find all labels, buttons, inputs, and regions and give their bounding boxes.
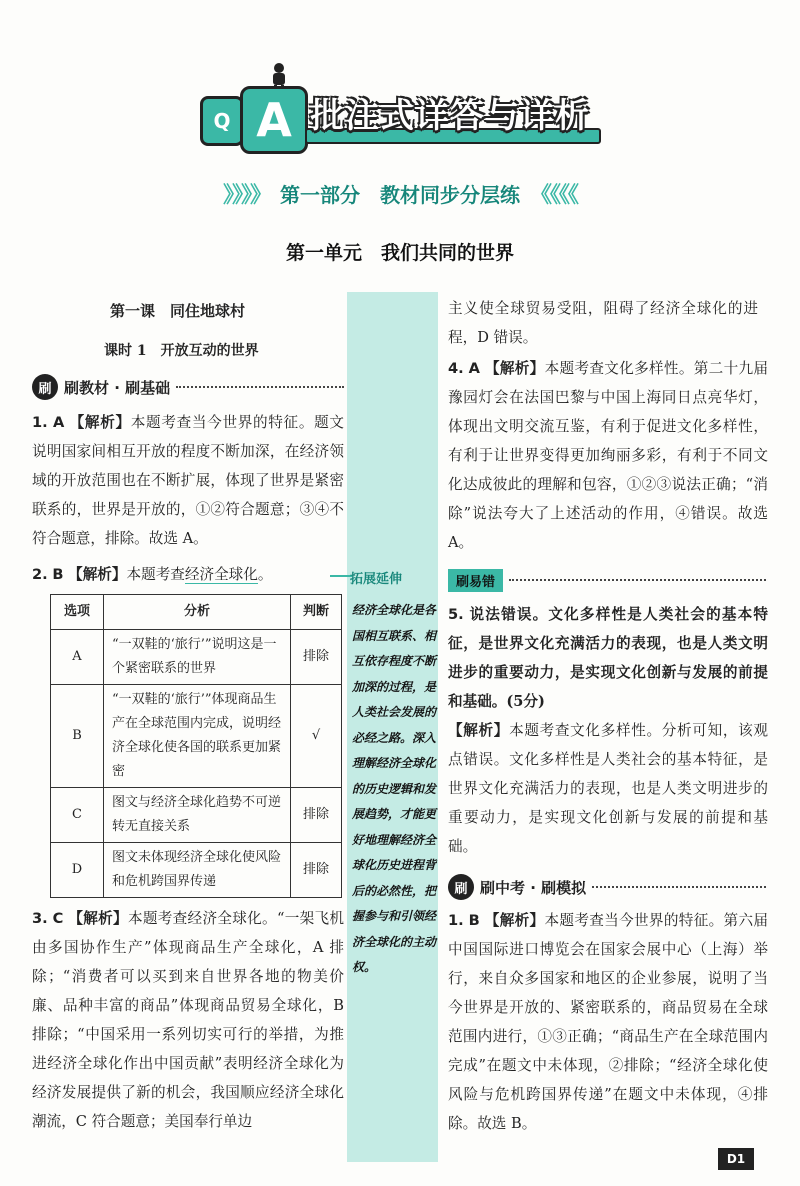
analysis-tag: 【解析】 [484,912,545,929]
logo-q-badge: Q [200,96,244,146]
question-number: 1. [448,912,464,929]
analysis-tag: 【解析】 [448,722,510,739]
period-title: 课时 1 开放互动的世界 [104,343,259,359]
extension-text: 经济全球化是各国相互联系、相互依存程度不断加深的过程，是人类社会发展的必经之路。深入理解经济全球化的历史逻辑和发展趋势，才能更好地理解经济全球化历史进程背后的必然性，把握参与和引领经济全球化的主动权。 [352,603,437,974]
row-judgment: 排除 [291,788,342,843]
part-banner [200,178,600,208]
part-title: 第一部分 教材同步分层练 [280,182,520,207]
section-label: 刷中考 · 刷模拟 [480,878,587,897]
answer-letter: A [53,414,65,431]
header-judgment: 判断 [291,595,342,630]
table-row [51,788,342,843]
answer-letter: A [468,360,480,377]
header-analysis: 分析 [104,595,291,630]
analysis-text: 本题考查当今世界的特征。第六届中国国际进口博览会在国家会展中心（上海）举行，来自众多国家和地区的企业参展，说明了当今世界是开放的、紧密联系的，商品贸易在全球范围内进行，①③正确；“商品生产在全球范围内完成”在题文中未体现，②排除；“经济全球化使风险与危机跨国界传递”在题文中未体现，④排除。故选 B。 [448,912,768,1132]
table-row [51,843,342,898]
underlined-keyword: 经济全球化 [184,566,258,583]
analysis-text: 本题考查当今世界的特征。题文说明国家间相互开放的程度不断加深，在经济领域的开放范围也在不断扩展，体现了世界是紧密联系的，世界是开放的，①②符合题意；③④不符合题意，排除。故选 A。 [32,414,344,547]
analysis-text: 本题考查经济全球化。“一架飞机由多国协作生产”体现商品生产全球化，A 排除；“消费者可以买到来自世界各地的物美价廉、品种丰富的商品”体现商品贸易全球化，B 排除；“中国采用一系列切实可行的举措，为推进经济全球化作出中国贡献”表明经济全球化为经济发展提供了新的机会，我国顺应经济全球化潮流，C 符合题意；美国奉行单边 [32,910,344,1130]
dotted-divider [592,886,766,888]
dotted-divider [176,386,344,388]
chevrons-right-icon: 《《《《 [530,182,578,208]
question-3-continued: 主义使全球贸易受阻，阻碍了经济全球化的进程，D 错误。 [448,300,758,346]
exam-question-1 [448,906,768,1138]
unit-title: 第一单元 我们共同的世界 [285,242,514,264]
question-number: 4. [448,360,464,377]
extension-pointer-line [330,575,352,577]
table-row [51,685,342,788]
header-title: 批注式详答与详析 [310,96,590,136]
analysis-text: 本题考查文化多样性。分析可知，该观点错误。文化多样性是人类社会的基本特征，是世界文化充满活力的表现，也是人类文明进步的重要动力，是实现文化创新与发展的前提和基础。 [448,722,768,855]
answer-letter: B [468,912,480,929]
row-analysis: 图文未体现经济全球化使风险和危机跨国界传递 [104,843,291,898]
analysis-text-end: 。 [257,566,273,583]
dotted-divider [509,579,766,581]
row-analysis: “一双鞋的‘旅行’”体现商品生产在全球范围内完成，说明经济全球化使各国的联系更加紧密 [104,685,291,788]
row-option: A [51,630,104,685]
analysis-text: 本题考查 [126,566,185,583]
question-1 [32,408,344,553]
brush-icon: 刷 [448,874,474,900]
section-heading-exam [448,874,766,900]
row-judgment: 排除 [291,843,342,898]
table-header-row [51,595,342,630]
row-option: B [51,685,104,788]
answer-letter: B [52,566,64,583]
analysis-tag: 【解析】 [68,566,127,583]
analysis-tag: 【解析】 [69,414,131,431]
question-number: 3. [32,910,48,927]
chevrons-left-icon: 》》》》 [222,182,270,208]
page-number: D1 [718,1148,754,1170]
row-option: C [51,788,104,843]
answer-letter: C [52,910,64,927]
analysis-text: 本题考查文化多样性。第二十九届豫园灯会在法国巴黎与中国上海同日点亮华灯，体现出文明交流互鉴，有利于促进文化多样性，有利于让世界变得更加绚丽多彩，有利于不同文化达成彼此的理解和包容，①②③说法正确；“消除”说法夸大了上述活动的作用，④错误。故选 A。 [448,360,769,551]
question-2 [32,560,344,589]
logo-a-badge: A [240,86,308,154]
section-heading-basics [32,374,344,400]
row-judgment: 排除 [291,630,342,685]
analysis-tag: 【解析】 [68,910,128,927]
brush-icon: 刷 [32,374,58,400]
extension-title: 拓展延伸 [350,572,403,587]
row-analysis: 图文与经济全球化趋势不可逆转无直接关系 [104,788,291,843]
answer-text: 说法错误。文化多样性是人类社会的基本特征，是世界文化充满活力的表现，也是人类文明进步的重要动力，是实现文化创新与发展的前提和基础。(5分) [448,606,768,710]
row-analysis: “一双鞋的‘旅行’”说明这是一个紧密联系的世界 [104,630,291,685]
lesson-title: 第一课 同住地球村 [110,302,246,320]
analysis-tag: 【解析】 [484,360,545,377]
question-number: 5. [448,606,464,623]
question-4 [448,354,768,557]
question-5 [448,600,768,861]
analysis-table [50,594,342,898]
section-label: 刷教材 · 刷基础 [64,378,171,397]
question-3 [32,904,344,1136]
question-number: 1. [32,414,48,431]
question-number: 2. [32,566,48,583]
section-label: 刷易错 [448,569,503,592]
header-option: 选项 [51,595,104,630]
row-judgment: √ [291,685,342,788]
section-heading-easy-wrong [448,568,766,592]
row-option: D [51,843,104,898]
table-row [51,630,342,685]
